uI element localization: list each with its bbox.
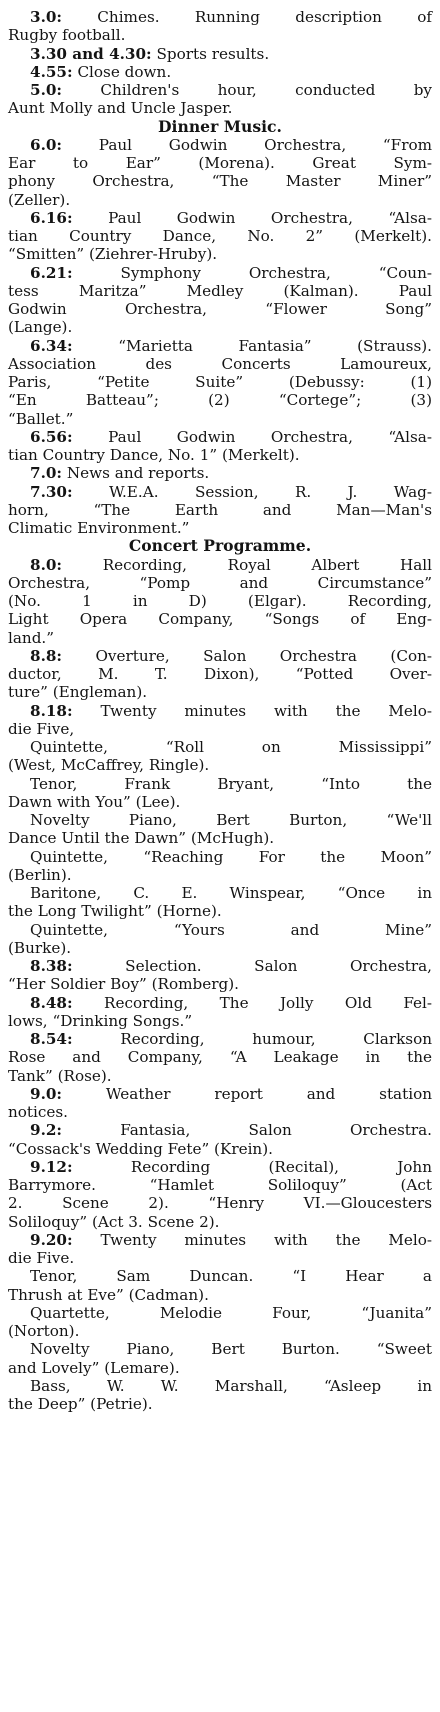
line-text: “En Batteau”; (2) “Cortege”; (3) bbox=[8, 391, 432, 410]
line-text: (West, McCaffrey, Ringle). bbox=[8, 756, 210, 775]
programme-item bbox=[8, 1267, 432, 1304]
line-text: Aunt Molly and Uncle Jasper. bbox=[8, 99, 233, 118]
programme-line bbox=[8, 483, 432, 501]
programme-line bbox=[8, 556, 432, 574]
programme-line bbox=[8, 1213, 432, 1231]
programme-line bbox=[8, 994, 432, 1012]
line-text: Paul Godwin Orchestra, “Alsa- bbox=[108, 208, 432, 227]
programme-item bbox=[8, 738, 432, 775]
line-text: Orchestra, “Pomp and Circumstance” bbox=[8, 573, 432, 592]
broadcast-time: 8.38: bbox=[30, 957, 73, 975]
programme-line bbox=[8, 775, 432, 793]
line-text: “Smitten” (Ziehrer-Hruby). bbox=[8, 245, 218, 264]
programme-item bbox=[8, 483, 432, 538]
programme-line bbox=[8, 811, 432, 829]
programme-line bbox=[8, 884, 432, 902]
programme-line bbox=[8, 446, 432, 464]
line-text: lows, “Drinking Songs.” bbox=[8, 1011, 193, 1030]
line-text: Quartette, Melodie Four, “Juanita” bbox=[30, 1303, 432, 1322]
line-text: Recording, Royal Albert Hall bbox=[102, 555, 432, 574]
programme-line bbox=[8, 355, 432, 373]
programme-line bbox=[8, 702, 432, 720]
programme-line bbox=[8, 574, 432, 592]
line-text: tian Country Dance, No. 2” (Merkelt). bbox=[8, 227, 432, 245]
line-text: die Five. bbox=[8, 1249, 75, 1267]
programme-item bbox=[8, 1085, 432, 1122]
programme-line bbox=[8, 501, 432, 519]
line-text: ductor, M. T. Dixon), “Potted Over- bbox=[8, 665, 432, 683]
programme-line bbox=[8, 1231, 432, 1249]
line-text: Soliloquy” (Act 3. Scene 2). bbox=[8, 1212, 220, 1231]
programme-line bbox=[8, 337, 432, 355]
programme-line bbox=[8, 647, 432, 665]
programme-item bbox=[8, 1030, 432, 1085]
line-text: Recording, The Jolly Old Fel- bbox=[104, 993, 432, 1012]
programme-line bbox=[8, 939, 432, 957]
programme-item bbox=[8, 8, 432, 45]
programme-line bbox=[8, 720, 432, 738]
broadcast-time: 8.8: bbox=[30, 646, 63, 665]
programme-line bbox=[8, 1395, 432, 1413]
programme-item bbox=[8, 81, 432, 118]
line-text: Paris, “Petite Suite” (Debussy: (1) bbox=[8, 373, 432, 391]
programme-line bbox=[8, 464, 432, 482]
line-text: Tenor, Frank Bryant, “Into the bbox=[30, 774, 432, 793]
broadcast-time: 6.56: bbox=[30, 427, 73, 446]
line-text: Association des Concerts Lamoureux, bbox=[8, 354, 432, 373]
programme-item bbox=[8, 337, 432, 428]
line-text: phony Orchestra, “The Master Miner” bbox=[8, 172, 432, 191]
line-text: “Her Soldier Boy” (Romberg). bbox=[8, 975, 239, 994]
line-text: Tank” (Rose). bbox=[8, 1066, 112, 1085]
line-text: Bass, W. W. Marshall, “Asleep in bbox=[30, 1376, 432, 1395]
line-text: Chimes. Running description of bbox=[97, 8, 432, 26]
broadcast-time: 8.54: bbox=[30, 1030, 73, 1048]
broadcast-time: 6.16: bbox=[30, 208, 73, 227]
line-text: die Five, bbox=[8, 719, 75, 738]
line-text: Tenor, Sam Duncan. “I Hear a bbox=[30, 1267, 432, 1286]
programme-line bbox=[8, 391, 432, 409]
broadcast-time: 6.34: bbox=[30, 336, 73, 355]
programme-item bbox=[8, 136, 432, 209]
broadcast-time: 9.12: bbox=[30, 1157, 73, 1176]
programme-line bbox=[8, 1158, 432, 1176]
programme-line bbox=[8, 683, 432, 701]
section-heading: Concert Programme. bbox=[128, 536, 312, 556]
line-text: notices. bbox=[8, 1103, 69, 1121]
broadcast-time: 8.0: bbox=[30, 555, 63, 574]
programme-line bbox=[8, 1121, 432, 1139]
line-text: Children's hour, conducted by bbox=[100, 81, 433, 99]
line-text: “Ballet.” bbox=[8, 409, 74, 428]
programme-line bbox=[8, 1140, 432, 1158]
broadcast-time: 9.20: bbox=[30, 1230, 73, 1249]
line-text: Twenty minutes with the Melo- bbox=[100, 1230, 433, 1249]
programme-line bbox=[8, 921, 432, 939]
broadcast-time: 8.48: bbox=[30, 993, 73, 1012]
line-text: the Deep” (Petrie). bbox=[8, 1395, 153, 1413]
programme-line bbox=[8, 592, 432, 610]
line-text: Weather report and station bbox=[105, 1084, 432, 1103]
programme-line bbox=[8, 519, 432, 537]
broadcast-time: 8.18: bbox=[30, 701, 73, 720]
line-text: Close down. bbox=[77, 62, 172, 81]
line-text: and Lovely” (Lemare). bbox=[8, 1358, 180, 1377]
line-text: Recording (Recital), John bbox=[130, 1157, 432, 1176]
line-text: (Burke). bbox=[8, 938, 72, 957]
programme-line bbox=[8, 1249, 432, 1267]
programme-line bbox=[8, 1194, 432, 1212]
broadcast-time: 6.21: bbox=[30, 263, 73, 282]
programme-line bbox=[8, 1359, 432, 1377]
line-text: Quintette, “Reaching For the Moon” bbox=[30, 847, 432, 866]
programme-item bbox=[8, 702, 432, 739]
programme-line bbox=[8, 1304, 432, 1322]
line-text: Rugby football. bbox=[8, 26, 126, 45]
programme-line bbox=[8, 282, 432, 300]
line-text: Novelty Piano, Bert Burton, “We'll bbox=[30, 811, 432, 829]
programme-item bbox=[8, 45, 432, 63]
broadcast-time: 5.0: bbox=[30, 81, 63, 99]
programme-line bbox=[8, 902, 432, 920]
line-text: tian Country Dance, No. 1” (Merkelt). bbox=[8, 446, 300, 464]
programme-item bbox=[8, 1121, 432, 1158]
line-text: Baritone, C. E. Winspear, “Once in bbox=[30, 884, 432, 902]
line-text: Fantasia, Salon Orchestra. bbox=[120, 1121, 432, 1140]
programme-item bbox=[8, 647, 432, 702]
programme-line bbox=[8, 264, 432, 282]
programme-line bbox=[8, 410, 432, 428]
programme-line bbox=[8, 1322, 432, 1340]
programme-line bbox=[8, 1030, 432, 1048]
broadcast-time: 9.0: bbox=[30, 1084, 63, 1103]
programme-line bbox=[8, 300, 432, 318]
line-text: Quintette, “Yours and Mine” bbox=[30, 920, 432, 939]
line-text: W.E.A. Session, R. J. Wag- bbox=[109, 482, 432, 501]
programme-line bbox=[8, 373, 432, 391]
line-text: Symphony Orchestra, “Coun- bbox=[120, 263, 432, 282]
line-text: (Lange). bbox=[8, 318, 73, 337]
programme-line bbox=[8, 63, 432, 81]
programme-line bbox=[8, 1286, 432, 1304]
programme-line bbox=[8, 1176, 432, 1194]
programme-line bbox=[8, 1267, 432, 1285]
line-text: horn, “The Earth and Man—Man's bbox=[8, 500, 432, 519]
programme-line bbox=[8, 866, 432, 884]
line-text: (Norton). bbox=[8, 1322, 80, 1340]
broadcast-time: 4.55: bbox=[30, 62, 73, 81]
programme-line bbox=[8, 1067, 432, 1085]
programme-line bbox=[8, 191, 432, 209]
programme-line bbox=[8, 848, 432, 866]
programme-line bbox=[8, 154, 432, 172]
programme-line bbox=[8, 99, 432, 117]
line-text: ture” (Engleman). bbox=[8, 683, 148, 702]
broadcast-time: 7.30: bbox=[30, 482, 73, 501]
programme-line bbox=[8, 1103, 432, 1121]
programme-item bbox=[8, 884, 432, 921]
programme-line bbox=[8, 81, 432, 99]
programme-line bbox=[8, 45, 432, 63]
line-text: Rose and Company, “A Leakage in the bbox=[8, 1048, 432, 1067]
programme-line bbox=[8, 1340, 432, 1358]
programme-item bbox=[8, 1231, 432, 1268]
line-text: the Long Twilight” (Horne). bbox=[8, 902, 222, 921]
line-text: Dawn with You” (Lee). bbox=[8, 792, 181, 811]
broadcast-time: 6.0: bbox=[30, 135, 63, 154]
programme-item bbox=[8, 556, 432, 647]
line-text: land.” bbox=[8, 628, 55, 647]
programme-line bbox=[8, 209, 432, 227]
programme-line bbox=[8, 665, 432, 683]
line-text: Quintette, “Roll on Mississippi” bbox=[30, 738, 432, 756]
broadcast-time: 9.2: bbox=[30, 1121, 63, 1140]
line-text: Overture, Salon Orchestra (Con- bbox=[95, 646, 432, 665]
section-heading: Dinner Music. bbox=[158, 116, 282, 136]
broadcast-time: 7.0: bbox=[30, 464, 63, 483]
programme-line bbox=[8, 793, 432, 811]
programme-item bbox=[8, 957, 432, 994]
programme-line bbox=[8, 975, 432, 993]
programme-item bbox=[8, 1340, 432, 1377]
programme-line bbox=[8, 318, 432, 336]
programme-item bbox=[8, 848, 432, 885]
line-text: Recording, humour, Clarkson bbox=[120, 1030, 433, 1048]
line-text: Novelty Piano, Bert Burton. “Sweet bbox=[30, 1340, 432, 1359]
line-text: Barrymore. “Hamlet Soliloquy” (Act bbox=[8, 1176, 432, 1194]
programme-item bbox=[8, 63, 432, 81]
programme-line bbox=[8, 829, 432, 847]
programme-item bbox=[8, 209, 432, 264]
programme-item bbox=[8, 1304, 432, 1341]
line-text: (No. 1 in D) (Elgar). Recording, bbox=[8, 592, 432, 610]
line-text: Climatic Environment.” bbox=[8, 519, 190, 537]
line-text: (Berlin). bbox=[8, 865, 72, 884]
line-text: tess Maritza” Medley (Kalman). Paul bbox=[8, 281, 432, 300]
programme-line bbox=[8, 172, 432, 190]
programme-item bbox=[8, 811, 432, 848]
programme-line bbox=[8, 428, 432, 446]
programme-item bbox=[8, 428, 432, 465]
programme-line bbox=[8, 629, 432, 647]
line-text: Light Opera Company, “Songs of Eng- bbox=[8, 610, 432, 629]
programme-item bbox=[8, 1377, 432, 1414]
broadcast-time: 3.30 and 4.30: bbox=[30, 44, 152, 63]
line-text: (Zeller). bbox=[8, 190, 71, 209]
programme-line bbox=[8, 756, 432, 774]
programme-line bbox=[8, 136, 432, 154]
line-text: Paul Godwin Orchestra, “From bbox=[98, 135, 433, 154]
programme-line bbox=[8, 245, 432, 263]
line-text: “Cossack's Wedding Fete” (Krein). bbox=[8, 1139, 273, 1158]
programme-line bbox=[8, 1377, 432, 1395]
programme-line bbox=[8, 1048, 432, 1066]
programme-item bbox=[8, 1158, 432, 1231]
programme-line bbox=[8, 957, 432, 975]
broadcast-time: 3.0: bbox=[30, 8, 63, 26]
programme-item bbox=[8, 775, 432, 812]
line-text: Twenty minutes with the Melo- bbox=[100, 701, 433, 720]
line-text: 2. Scene 2). “Henry VI.—Gloucesters bbox=[8, 1194, 432, 1213]
programme-line bbox=[8, 8, 432, 26]
programme-line bbox=[8, 738, 432, 756]
programme-line bbox=[8, 26, 432, 44]
line-text: Dance Until the Dawn” (McHugh). bbox=[8, 829, 275, 848]
line-text: News and reports. bbox=[66, 464, 210, 483]
line-text: Sports results. bbox=[156, 44, 270, 63]
line-text: Paul Godwin Orchestra, “Alsa- bbox=[108, 427, 432, 446]
programme-line bbox=[8, 1085, 432, 1103]
line-text: Ear to Ear” (Morena). Great Sym- bbox=[8, 154, 432, 172]
programme-item bbox=[8, 264, 432, 337]
programme-line bbox=[8, 1012, 432, 1030]
line-text: “Marietta Fantasia” (Strauss). bbox=[118, 336, 433, 355]
line-text: Thrush at Eve” (Cadman). bbox=[8, 1285, 209, 1304]
programme-item bbox=[8, 464, 432, 482]
programme-line bbox=[8, 610, 432, 628]
programme-item bbox=[8, 994, 432, 1031]
line-text: Selection. Salon Orchestra, bbox=[125, 957, 432, 975]
programme-item bbox=[8, 921, 432, 958]
programme-line bbox=[8, 227, 432, 245]
line-text: Godwin Orchestra, “Flower Song” bbox=[8, 300, 432, 318]
